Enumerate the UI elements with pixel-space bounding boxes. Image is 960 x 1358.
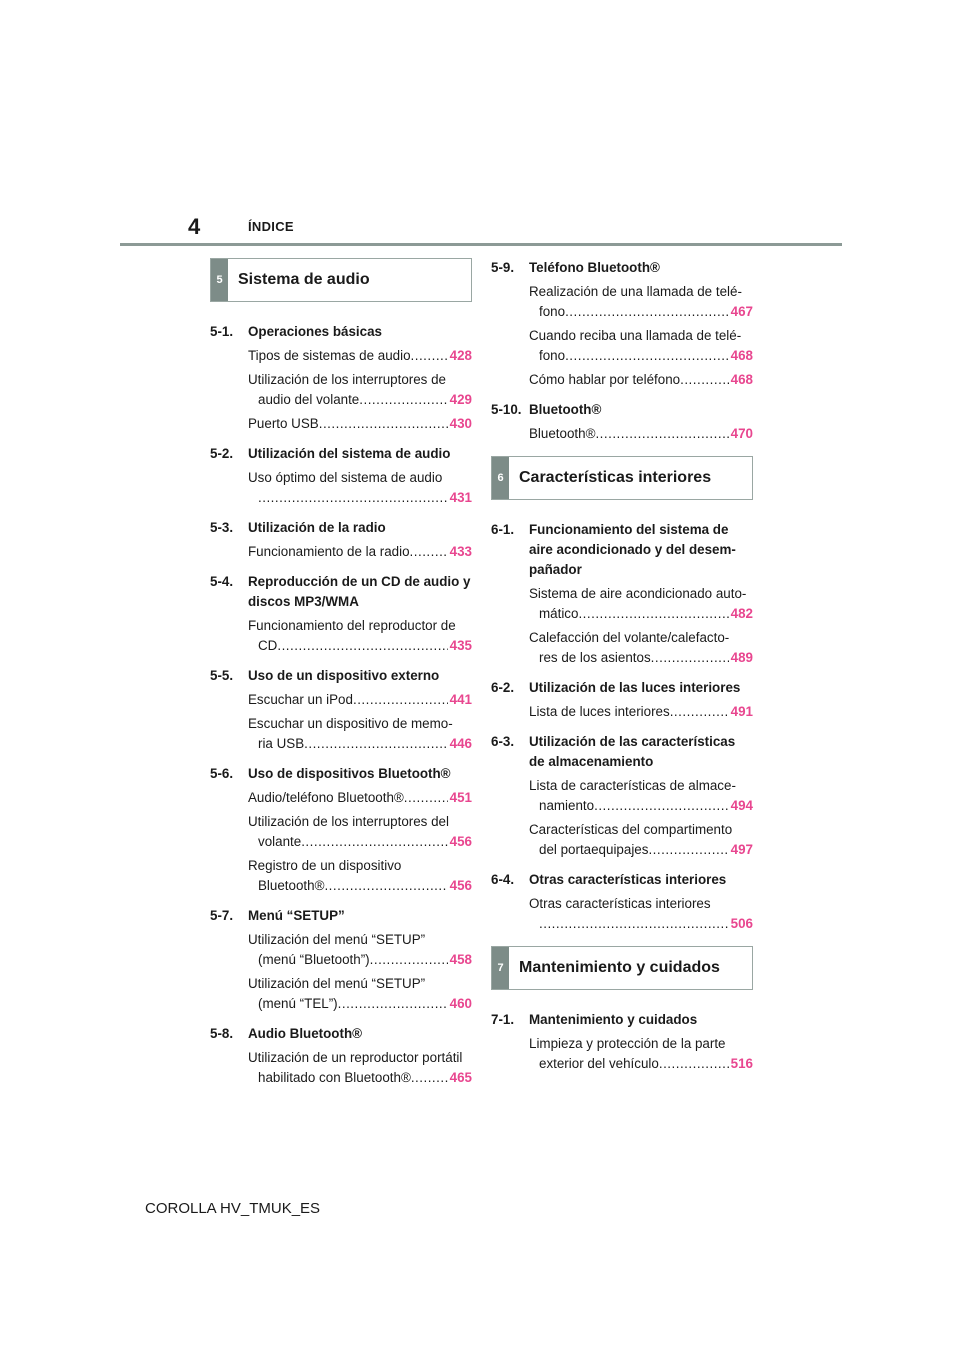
entry-text: Características del compartimento (529, 822, 733, 837)
group-heading[interactable] (210, 322, 472, 342)
toc-entry[interactable] (529, 370, 753, 390)
group-heading[interactable] (491, 400, 753, 420)
entry-text: Escuchar un iPod (248, 692, 353, 707)
toc-group (210, 572, 472, 656)
section-6-box (491, 456, 753, 500)
group-title: Mantenimiento y cuidados (529, 1012, 698, 1027)
toc-entry[interactable] (248, 714, 472, 754)
group-heading[interactable] (210, 666, 472, 686)
dot-leader (410, 542, 448, 562)
group-title: Menú “SETUP” (248, 908, 345, 923)
page-link[interactable]: 428 (449, 348, 472, 363)
toc-entry[interactable] (248, 690, 472, 710)
dot-leader (324, 876, 447, 896)
group-heading[interactable] (491, 678, 753, 698)
dot-leader (359, 390, 447, 410)
toc-entry[interactable] (529, 424, 753, 444)
toc-entry[interactable] (529, 702, 753, 722)
entry-text: Utilización de los interruptores de (248, 372, 446, 387)
toc-entry[interactable] (248, 974, 472, 1014)
page-link[interactable]: 431 (449, 490, 472, 505)
dot-leader (277, 636, 447, 656)
toc-group (210, 444, 472, 508)
group-number: 6-1. (491, 522, 515, 537)
entry-text-cont: mático (539, 606, 579, 621)
toc-entry[interactable] (248, 616, 472, 656)
toc-entry[interactable] (248, 856, 472, 896)
dot-leader (411, 1068, 448, 1088)
toc-entry[interactable] (529, 326, 753, 366)
toc-entry[interactable] (529, 894, 753, 934)
group-heading[interactable] (210, 518, 472, 538)
group-title: Otras características interiores (529, 872, 727, 887)
entry-text-cont: audio del volante (258, 392, 360, 407)
page-link[interactable]: 433 (449, 544, 472, 559)
toc-entry[interactable] (248, 542, 472, 562)
dot-leader (353, 690, 448, 710)
entry-text-cont: exterior del vehículo (539, 1056, 659, 1071)
section-title: Características interiores (519, 469, 712, 486)
dot-leader (565, 346, 729, 366)
section-7-box (491, 946, 753, 990)
header-title: ÍNDICE (248, 219, 294, 234)
dot-leader (370, 950, 448, 970)
group-title: Audio Bluetooth® (248, 1026, 362, 1041)
toc-group (210, 666, 472, 754)
toc-entry[interactable] (529, 628, 753, 668)
group-number: 5-3. (210, 520, 234, 535)
page-link[interactable]: 441 (449, 692, 472, 707)
page-link[interactable]: 497 (730, 842, 753, 857)
entry-text-cont: Bluetooth® (258, 878, 325, 893)
group-number: 5-6. (210, 766, 234, 781)
page-link[interactable]: 458 (449, 952, 472, 967)
group-number: 6-3. (491, 734, 515, 749)
toc-group (210, 322, 472, 434)
entry-text: Registro de un dispositivo (248, 858, 402, 873)
entry-text: Calefacción del volante/calefacto- (529, 630, 730, 645)
entry-text: Realización de una llamada de telé- (529, 284, 742, 299)
toc-group (491, 400, 753, 444)
section-title: Sistema de audio (238, 271, 370, 288)
group-title: Utilización del sistema de audio (248, 446, 451, 461)
group-number: 5-7. (210, 908, 234, 923)
entry-text-cont: namiento (539, 798, 595, 813)
entry-text: Lista de características de almace- (529, 778, 736, 793)
entry-text: Otras características interiores (529, 896, 711, 911)
group-heading[interactable] (491, 520, 753, 580)
group-number: 5-10. (491, 402, 522, 417)
group-heading[interactable] (210, 1024, 472, 1044)
page-link[interactable]: 429 (449, 392, 472, 407)
group-heading[interactable] (491, 732, 753, 772)
entry-text: Audio/teléfono Bluetooth® (248, 790, 404, 805)
toc-group (210, 518, 472, 562)
group-title: Teléfono Bluetooth® (529, 260, 660, 275)
dot-leader (411, 346, 448, 366)
page-link[interactable]: 467 (730, 304, 753, 319)
entry-text-cont: CD (258, 638, 278, 653)
group-number: 5-8. (210, 1026, 234, 1041)
dot-leader (659, 1054, 729, 1074)
entry-text: Uso óptimo del sistema de audio (248, 470, 443, 485)
group-title: Utilización de las características de almacenamiento (529, 734, 736, 769)
toc-entry[interactable] (248, 346, 472, 366)
dot-leader (539, 914, 729, 934)
toc-group (210, 764, 472, 896)
group-number: 6-4. (491, 872, 515, 887)
header-rule (120, 243, 842, 246)
group-heading[interactable] (491, 1010, 753, 1030)
section-tab: 7 (492, 947, 509, 989)
footer-model-code: COROLLA HV_TMUK_ES (145, 1200, 321, 1217)
dot-leader (304, 734, 448, 754)
entry-text: Utilización del menú “SETUP” (248, 976, 426, 991)
entry-text-cont: ria USB (258, 736, 305, 751)
toc-group (491, 520, 753, 668)
page-number: 4 (188, 214, 201, 239)
group-number: 7-1. (491, 1012, 515, 1027)
dot-leader (670, 702, 729, 722)
dot-leader (595, 424, 728, 444)
entry-text: Funcionamiento del reproductor de (248, 618, 456, 633)
group-title: Uso de dispositivos Bluetooth® (248, 766, 451, 781)
toc-entry[interactable] (248, 812, 472, 852)
group-title: Operaciones básicas (248, 324, 382, 339)
group-title: Uso de un dispositivo externo (248, 668, 440, 683)
page-link[interactable]: 489 (730, 650, 753, 665)
page-link[interactable]: 446 (449, 736, 472, 751)
group-number: 6-2. (491, 680, 515, 695)
right-column (491, 258, 753, 1078)
group-number: 5-2. (210, 446, 234, 461)
section-tab: 6 (492, 457, 509, 499)
entry-text: Bluetooth® (529, 426, 596, 441)
group-heading[interactable] (491, 258, 753, 278)
toc-entry[interactable] (248, 370, 472, 410)
group-number: 5-1. (210, 324, 234, 339)
page-link[interactable]: 491 (730, 704, 753, 719)
dot-leader (338, 994, 448, 1014)
toc-entry[interactable] (248, 414, 472, 434)
toc-group (491, 732, 753, 860)
section-tab: 5 (211, 259, 228, 301)
dot-leader (680, 370, 729, 390)
dot-leader (594, 796, 729, 816)
toc-entry[interactable] (529, 282, 753, 322)
page-link[interactable]: 430 (449, 416, 472, 431)
entry-text: Lista de luces interiores (529, 704, 670, 719)
left-column (210, 258, 472, 1092)
entry-text-cont: res de los asientos (539, 650, 651, 665)
page-link[interactable]: 506 (730, 916, 753, 931)
toc-group (491, 870, 753, 934)
section-title: Mantenimiento y cuidados (519, 959, 720, 976)
entry-text: Escuchar un dispositivo de memo- (248, 716, 453, 731)
page-link[interactable]: 465 (449, 1070, 472, 1085)
entry-text-cont: habilitado con Bluetooth® (258, 1070, 411, 1085)
entry-text: Puerto USB (248, 416, 319, 431)
dot-leader (651, 648, 729, 668)
dot-leader (258, 488, 448, 508)
toc-entry[interactable] (248, 1048, 472, 1088)
dot-leader (319, 414, 448, 434)
group-heading[interactable] (210, 764, 472, 784)
entry-text-cont: (menú “TEL”) (258, 996, 338, 1011)
group-number: 5-5. (210, 668, 234, 683)
entry-text-cont: fono (539, 348, 566, 363)
dot-leader (565, 302, 729, 322)
entry-text-cont: fono (539, 304, 566, 319)
toc-entry[interactable] (248, 930, 472, 970)
toc-entry[interactable] (248, 468, 472, 508)
group-heading[interactable] (491, 870, 753, 890)
group-title: Bluetooth® (529, 402, 602, 417)
group-heading[interactable] (210, 444, 472, 464)
group-number: 5-9. (491, 260, 515, 275)
entry-text: Funcionamiento de la radio (248, 544, 410, 559)
dot-leader (404, 788, 448, 808)
group-number: 5-4. (210, 574, 234, 589)
toc-entry[interactable] (529, 776, 753, 816)
toc-entry[interactable] (529, 584, 753, 624)
toc-group (491, 678, 753, 722)
page-link[interactable]: 456 (449, 878, 472, 893)
toc-entry[interactable] (248, 788, 472, 808)
page-link[interactable]: 456 (449, 834, 472, 849)
page-link[interactable]: 470 (730, 426, 753, 441)
toc-group (491, 1010, 753, 1074)
entry-text: Limpieza y protección de la parte (529, 1036, 726, 1051)
group-title: Utilización de la radio (248, 520, 386, 535)
entry-text-cont: (menú “Bluetooth”) (258, 952, 370, 967)
group-heading[interactable] (210, 572, 472, 612)
entry-text: Utilización de un reproductor portátil (248, 1050, 463, 1065)
entry-text-cont: volante (258, 834, 302, 849)
toc-group (210, 1024, 472, 1088)
dot-leader (648, 840, 728, 860)
toc-entry[interactable] (529, 1034, 753, 1074)
page-link[interactable]: 451 (449, 790, 472, 805)
page-link[interactable]: 468 (730, 372, 753, 387)
entry-text: Utilización del menú “SETUP” (248, 932, 426, 947)
section-5-box (210, 258, 472, 302)
group-title: Funcionamiento del sistema de aire acondicionado y del desem-pañador (529, 522, 736, 577)
page-link[interactable]: 494 (730, 798, 753, 813)
page-link[interactable]: 482 (730, 606, 753, 621)
dot-leader (301, 832, 447, 852)
toc-group (491, 258, 753, 390)
entry-text: Utilización de los interruptores del (248, 814, 449, 829)
page-link[interactable]: 468 (730, 348, 753, 363)
page-link[interactable]: 435 (449, 638, 472, 653)
group-heading[interactable] (210, 906, 472, 926)
group-title: Reproducción de un CD de audio y discos MP3/WMA (248, 574, 471, 609)
entry-text: Cómo hablar por teléfono (529, 372, 681, 387)
entry-text: Tipos de sistemas de audio (248, 348, 411, 363)
entry-text-cont: del portaequipajes (539, 842, 649, 857)
group-title: Utilización de las luces interiores (529, 680, 741, 695)
page-link[interactable]: 516 (730, 1056, 753, 1071)
entry-text: Sistema de aire acondicionado auto- (529, 586, 747, 601)
page-link[interactable]: 460 (449, 996, 472, 1011)
entry-text: Cuando reciba una llamada de telé- (529, 328, 742, 343)
toc-group (210, 906, 472, 1014)
dot-leader (578, 604, 728, 624)
toc-entry[interactable] (529, 820, 753, 860)
